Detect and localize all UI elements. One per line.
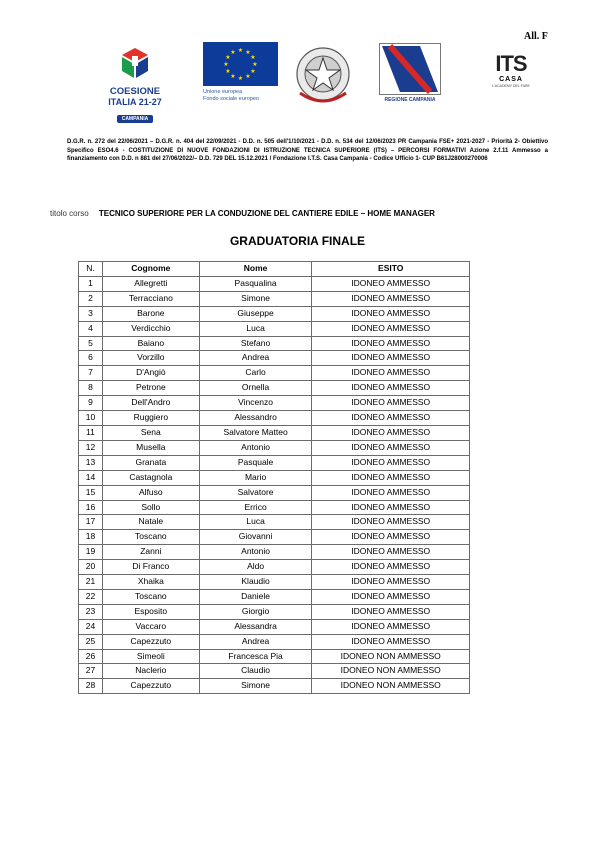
table-row bbox=[79, 455, 470, 470]
cell-esito: IDONEO AMMESSO bbox=[312, 575, 470, 590]
cell-nome: Mario bbox=[199, 470, 312, 485]
svg-text:★: ★ bbox=[250, 68, 256, 75]
cell-esito: IDONEO AMMESSO bbox=[312, 291, 470, 306]
cell-nome: Claudio bbox=[199, 664, 312, 679]
svg-text:★: ★ bbox=[223, 61, 229, 68]
cell-nome: Pasquale bbox=[199, 455, 312, 470]
cell-n: 14 bbox=[79, 470, 103, 485]
cell-esito: IDONEO AMMESSO bbox=[312, 634, 470, 649]
cell-cognome: Castagnola bbox=[102, 470, 199, 485]
attachment-label: All. F bbox=[524, 31, 548, 42]
cell-esito: IDONEO NON AMMESSO bbox=[312, 679, 470, 694]
cell-nome: Simone bbox=[199, 679, 312, 694]
logo-bar bbox=[0, 40, 595, 122]
table-row bbox=[79, 321, 470, 336]
cell-cognome: Esposito bbox=[102, 604, 199, 619]
table-row bbox=[79, 470, 470, 485]
course-label: titolo corso bbox=[50, 209, 89, 218]
cell-nome: Luca bbox=[199, 515, 312, 530]
cell-cognome: Alfuso bbox=[102, 485, 199, 500]
cell-cognome: Allegretti bbox=[102, 276, 199, 291]
cell-n: 28 bbox=[79, 679, 103, 694]
table-row bbox=[79, 366, 470, 381]
cell-n: 7 bbox=[79, 366, 103, 381]
republic-emblem-icon bbox=[290, 43, 356, 109]
cell-nome: Andrea bbox=[199, 351, 312, 366]
cell-n: 11 bbox=[79, 425, 103, 440]
cell-cognome: Di Franco bbox=[102, 560, 199, 575]
cell-n: 1 bbox=[79, 276, 103, 291]
cell-n: 16 bbox=[79, 500, 103, 515]
cell-nome: Francesca Pia bbox=[199, 649, 312, 664]
cell-esito: IDONEO AMMESSO bbox=[312, 351, 470, 366]
cell-cognome: Toscano bbox=[102, 589, 199, 604]
svg-text:★: ★ bbox=[225, 54, 231, 61]
cell-esito: IDONEO AMMESSO bbox=[312, 455, 470, 470]
header-cognome: Cognome bbox=[102, 262, 199, 277]
table-row bbox=[79, 351, 470, 366]
cell-cognome: Capezzuto bbox=[102, 634, 199, 649]
table-body bbox=[79, 276, 470, 693]
cell-cognome: Zanni bbox=[102, 545, 199, 560]
table-row bbox=[79, 306, 470, 321]
svg-text:★: ★ bbox=[237, 75, 244, 82]
table-row bbox=[79, 649, 470, 664]
cell-nome: Ornella bbox=[199, 381, 312, 396]
table-row bbox=[79, 589, 470, 604]
course-title-line bbox=[50, 209, 435, 218]
cell-esito: IDONEO NON AMMESSO bbox=[312, 649, 470, 664]
cell-esito: IDONEO AMMESSO bbox=[312, 321, 470, 336]
coesione-line3: CAMPANIA bbox=[117, 115, 154, 123]
cell-esito: IDONEO AMMESSO bbox=[312, 589, 470, 604]
cell-cognome: Vaccaro bbox=[102, 619, 199, 634]
coesione-mark-icon bbox=[118, 46, 152, 80]
cell-esito: IDONEO AMMESSO bbox=[312, 560, 470, 575]
italian-republic-emblem bbox=[290, 43, 356, 109]
cell-nome: Errico bbox=[199, 500, 312, 515]
cell-nome: Simone bbox=[199, 291, 312, 306]
cell-n: 20 bbox=[79, 560, 103, 575]
cell-esito: IDONEO AMMESSO bbox=[312, 530, 470, 545]
svg-text:★: ★ bbox=[225, 68, 231, 75]
cell-cognome: Naclerio bbox=[102, 664, 199, 679]
cell-nome: Aldo bbox=[199, 560, 312, 575]
cell-esito: IDONEO AMMESSO bbox=[312, 500, 470, 515]
table-row bbox=[79, 560, 470, 575]
svg-text:★: ★ bbox=[245, 49, 251, 56]
cell-nome: Salvatore Matteo bbox=[199, 425, 312, 440]
cell-n: 18 bbox=[79, 530, 103, 545]
cell-n: 10 bbox=[79, 411, 103, 426]
cell-nome: Antonio bbox=[199, 440, 312, 455]
coesione-line1: COESIONE bbox=[109, 86, 161, 97]
cell-n: 6 bbox=[79, 351, 103, 366]
cell-cognome: D'Angiò bbox=[102, 366, 199, 381]
svg-text:★: ★ bbox=[237, 47, 244, 54]
table-row bbox=[79, 276, 470, 291]
cell-nome: Luca bbox=[199, 321, 312, 336]
table-row bbox=[79, 575, 470, 590]
cell-cognome: Sollo bbox=[102, 500, 199, 515]
cell-esito: IDONEO AMMESSO bbox=[312, 485, 470, 500]
cell-cognome: Petrone bbox=[102, 381, 199, 396]
cell-nome: Stefano bbox=[199, 336, 312, 351]
table-row bbox=[79, 440, 470, 455]
cell-esito: IDONEO AMMESSO bbox=[312, 381, 470, 396]
its-big: ITS bbox=[495, 51, 527, 76]
coesione-italia-logo bbox=[100, 46, 170, 122]
cell-cognome: Barone bbox=[102, 306, 199, 321]
course-value: TECNICO SUPERIORE PER LA CONDUZIONE DEL CANTIERE EDILE – HOME MANAGER bbox=[98, 209, 435, 218]
cell-cognome: Xhaika bbox=[102, 575, 199, 590]
cell-n: 22 bbox=[79, 589, 103, 604]
cell-n: 2 bbox=[79, 291, 103, 306]
cell-esito: IDONEO AMMESSO bbox=[312, 425, 470, 440]
its-casa: CASA bbox=[499, 76, 523, 83]
campania-shield-icon bbox=[379, 43, 441, 95]
eu-line2: Fondo sociale europeo bbox=[203, 96, 259, 102]
table-row bbox=[79, 664, 470, 679]
eu-line1: Unione europea bbox=[203, 89, 243, 95]
cell-n: 9 bbox=[79, 396, 103, 411]
table-row bbox=[79, 634, 470, 649]
cell-nome: Antonio bbox=[199, 545, 312, 560]
cell-esito: IDONEO AMMESSO bbox=[312, 396, 470, 411]
cell-n: 4 bbox=[79, 321, 103, 336]
cell-n: 27 bbox=[79, 664, 103, 679]
cell-nome: Alessandra bbox=[199, 619, 312, 634]
cell-nome: Daniele bbox=[199, 589, 312, 604]
cell-n: 23 bbox=[79, 604, 103, 619]
cell-n: 8 bbox=[79, 381, 103, 396]
cell-cognome: Dell'Andro bbox=[102, 396, 199, 411]
table-row bbox=[79, 396, 470, 411]
cell-esito: IDONEO AMMESSO bbox=[312, 366, 470, 381]
table-row bbox=[79, 619, 470, 634]
cell-nome: Klaudio bbox=[199, 575, 312, 590]
eu-logo bbox=[203, 42, 278, 108]
cell-nome: Carlo bbox=[199, 366, 312, 381]
cell-nome: Giorgio bbox=[199, 604, 312, 619]
cell-cognome: Toscano bbox=[102, 530, 199, 545]
svg-text:★: ★ bbox=[250, 54, 256, 61]
cell-nome: Andrea bbox=[199, 634, 312, 649]
cell-esito: IDONEO AMMESSO bbox=[312, 470, 470, 485]
cell-esito: IDONEO AMMESSO bbox=[312, 440, 470, 455]
cell-nome: Salvatore bbox=[199, 485, 312, 500]
cell-esito: IDONEO AMMESSO bbox=[312, 306, 470, 321]
cell-n: 26 bbox=[79, 649, 103, 664]
table-row bbox=[79, 336, 470, 351]
cell-n: 12 bbox=[79, 440, 103, 455]
cell-cognome: Sena bbox=[102, 425, 199, 440]
cell-n: 17 bbox=[79, 515, 103, 530]
decree-reference-text: D.G.R. n. 272 del 22/06/2021 – D.G.R. n. 404 del 22/09/2021 - D.D. n. 505 dell'1/10/2021 - D.D. n. 534 del 12/06/2023 PR Campania FSE+ 2021-2027 - Priorità 2- Obiettivo Specifico ESO4.6 - COSTITUZIONE DI NUOVE FONDAZIONI DI ISTRUZIONE TECNICA SUPERIORE (ITS) – PERCORSI FORMATIVI Azione 2.f.11 Ammesso a finanziamento con D.D. n 881 del 27/06/2022/– D.D. 729 DEL 15.12.2021 / Fondazione I.T.S. Casa Campania - Codice Ufficio 1- CUP B61J28000270006 bbox=[67, 139, 548, 162]
cell-nome: Giuseppe bbox=[199, 306, 312, 321]
cell-n: 13 bbox=[79, 455, 103, 470]
cell-cognome: Vorzillo bbox=[102, 351, 199, 366]
cell-nome: Alessandro bbox=[199, 411, 312, 426]
cell-cognome: Ruggiero bbox=[102, 411, 199, 426]
table-row bbox=[79, 679, 470, 694]
table-row bbox=[79, 425, 470, 440]
cell-cognome: Simeoli bbox=[102, 649, 199, 664]
table-row bbox=[79, 485, 470, 500]
cell-n: 5 bbox=[79, 336, 103, 351]
cell-n: 24 bbox=[79, 619, 103, 634]
svg-text:★: ★ bbox=[230, 73, 236, 80]
cell-nome: Vincenzo bbox=[199, 396, 312, 411]
cell-esito: IDONEO NON AMMESSO bbox=[312, 664, 470, 679]
svg-text:★: ★ bbox=[230, 49, 236, 56]
cell-n: 3 bbox=[79, 306, 103, 321]
cell-cognome: Natale bbox=[102, 515, 199, 530]
cell-nome: Giovanni bbox=[199, 530, 312, 545]
header-nome: Nome bbox=[199, 262, 312, 277]
cell-esito: IDONEO AMMESSO bbox=[312, 515, 470, 530]
header-n: N. bbox=[79, 262, 103, 277]
its-casa-logo bbox=[480, 53, 542, 103]
cell-n: 25 bbox=[79, 634, 103, 649]
cell-cognome: Granata bbox=[102, 455, 199, 470]
cell-esito: IDONEO AMMESSO bbox=[312, 604, 470, 619]
header-esito: ESITO bbox=[312, 262, 470, 277]
cell-esito: IDONEO AMMESSO bbox=[312, 545, 470, 560]
svg-text:★: ★ bbox=[252, 61, 258, 68]
svg-text:★: ★ bbox=[245, 73, 251, 80]
cell-esito: IDONEO AMMESSO bbox=[312, 619, 470, 634]
table-row bbox=[79, 530, 470, 545]
table-row bbox=[79, 500, 470, 515]
ranking-table bbox=[78, 261, 470, 694]
cell-esito: IDONEO AMMESSO bbox=[312, 411, 470, 426]
coesione-line2: ITALIA 21-27 bbox=[108, 97, 162, 107]
table-row bbox=[79, 515, 470, 530]
table-row bbox=[79, 604, 470, 619]
cell-cognome: Musella bbox=[102, 440, 199, 455]
its-sub: L'ACADEMY DEL FARE bbox=[492, 84, 530, 88]
campania-label: REGIONE CAMPANIA bbox=[384, 97, 436, 103]
cell-cognome: Capezzuto bbox=[102, 679, 199, 694]
cell-nome: Pasqualina bbox=[199, 276, 312, 291]
cell-n: 21 bbox=[79, 575, 103, 590]
eu-flag-icon bbox=[203, 42, 278, 86]
cell-esito: IDONEO AMMESSO bbox=[312, 276, 470, 291]
table-row bbox=[79, 381, 470, 396]
table-row bbox=[79, 291, 470, 306]
cell-n: 19 bbox=[79, 545, 103, 560]
cell-cognome: Terracciano bbox=[102, 291, 199, 306]
regione-campania-logo bbox=[376, 43, 444, 107]
cell-esito: IDONEO AMMESSO bbox=[312, 336, 470, 351]
cell-n: 15 bbox=[79, 485, 103, 500]
table-header-row bbox=[79, 262, 470, 277]
page-title: GRADUATORIA FINALE bbox=[229, 234, 366, 248]
cell-cognome: Verdicchio bbox=[102, 321, 199, 336]
table-row bbox=[79, 545, 470, 560]
table-row bbox=[79, 411, 470, 426]
cell-cognome: Baiano bbox=[102, 336, 199, 351]
